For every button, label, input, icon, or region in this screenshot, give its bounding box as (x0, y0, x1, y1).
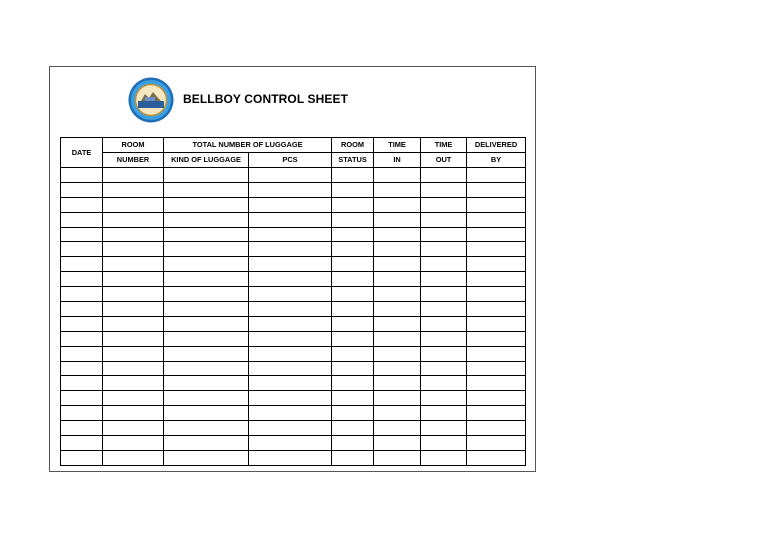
table-cell[interactable] (467, 376, 526, 391)
table-cell[interactable] (332, 331, 374, 346)
table-cell[interactable] (421, 272, 467, 287)
table-cell[interactable] (164, 450, 249, 465)
table-row (61, 406, 526, 421)
header-room-top: ROOM (103, 138, 164, 153)
table-cell[interactable] (421, 168, 467, 183)
table-cell[interactable] (332, 361, 374, 376)
table-cell[interactable] (467, 168, 526, 183)
table-cell[interactable] (374, 302, 421, 317)
table-row (61, 168, 526, 183)
table-cell[interactable] (467, 346, 526, 361)
table-row (61, 182, 526, 197)
table-cell[interactable] (164, 227, 249, 242)
table-cell[interactable] (374, 376, 421, 391)
table-cell[interactable] (467, 391, 526, 406)
table-cell[interactable] (374, 406, 421, 421)
table-cell[interactable] (332, 257, 374, 272)
table-cell[interactable] (467, 450, 526, 465)
header-delivered-top: DELIVERED (467, 138, 526, 153)
header-time-in-bottom: IN (374, 153, 421, 168)
table-row (61, 391, 526, 406)
table-cell[interactable] (249, 346, 332, 361)
table-cell[interactable] (164, 436, 249, 451)
table-cell[interactable] (374, 421, 421, 436)
table-cell[interactable] (374, 391, 421, 406)
table-cell[interactable] (103, 287, 164, 302)
table-cell[interactable] (421, 316, 467, 331)
table-cell[interactable] (164, 287, 249, 302)
table-cell[interactable] (61, 346, 103, 361)
table-cell[interactable] (421, 421, 467, 436)
table-cell[interactable] (103, 331, 164, 346)
table-cell[interactable] (374, 168, 421, 183)
table-cell[interactable] (421, 450, 467, 465)
table-cell[interactable] (467, 227, 526, 242)
table-cell[interactable] (164, 168, 249, 183)
table-cell[interactable] (332, 346, 374, 361)
table-cell[interactable] (467, 242, 526, 257)
table-cell[interactable] (249, 331, 332, 346)
table-row (61, 227, 526, 242)
header-room-bottom: NUMBER (103, 153, 164, 168)
table-row (61, 302, 526, 317)
table-cell[interactable] (467, 331, 526, 346)
table-cell[interactable] (374, 287, 421, 302)
table-cell[interactable] (332, 421, 374, 436)
table-cell[interactable] (164, 242, 249, 257)
header-luggage-group: TOTAL NUMBER OF LUGGAGE (164, 138, 332, 153)
table-cell[interactable] (61, 227, 103, 242)
table-cell[interactable] (61, 436, 103, 451)
table-cell[interactable] (164, 197, 249, 212)
table-cell[interactable] (374, 316, 421, 331)
table-cell[interactable] (332, 391, 374, 406)
table-cell[interactable] (421, 361, 467, 376)
table-cell[interactable] (61, 212, 103, 227)
table-cell[interactable] (467, 302, 526, 317)
table-cell[interactable] (374, 436, 421, 451)
table-row (61, 421, 526, 436)
table-body (61, 168, 526, 466)
table-cell[interactable] (374, 346, 421, 361)
table-cell[interactable] (103, 182, 164, 197)
table-cell[interactable] (103, 376, 164, 391)
table-row (61, 361, 526, 376)
table-cell[interactable] (332, 212, 374, 227)
header-delivered-bottom: BY (467, 153, 526, 168)
table-cell[interactable] (249, 316, 332, 331)
table-cell[interactable] (421, 391, 467, 406)
table-cell[interactable] (249, 168, 332, 183)
table-cell[interactable] (467, 197, 526, 212)
table-cell[interactable] (374, 361, 421, 376)
table-cell[interactable] (421, 436, 467, 451)
table-cell[interactable] (374, 242, 421, 257)
header-status-bottom: STATUS (332, 153, 374, 168)
table-row (61, 331, 526, 346)
table-cell[interactable] (103, 227, 164, 242)
table-cell[interactable] (374, 212, 421, 227)
table-cell[interactable] (467, 272, 526, 287)
table-cell[interactable] (374, 182, 421, 197)
table-cell[interactable] (332, 272, 374, 287)
table-cell[interactable] (164, 421, 249, 436)
table-cell[interactable] (61, 302, 103, 317)
table-cell[interactable] (374, 257, 421, 272)
table-cell[interactable] (61, 242, 103, 257)
table-cell[interactable] (421, 242, 467, 257)
table-cell[interactable] (164, 376, 249, 391)
table-cell[interactable] (421, 182, 467, 197)
table-cell[interactable] (61, 421, 103, 436)
table-cell[interactable] (164, 302, 249, 317)
table-cell[interactable] (61, 450, 103, 465)
table-cell[interactable] (103, 346, 164, 361)
table-cell[interactable] (421, 376, 467, 391)
table-cell[interactable] (103, 406, 164, 421)
table-cell[interactable] (467, 257, 526, 272)
table-cell[interactable] (467, 212, 526, 227)
table-cell[interactable] (421, 287, 467, 302)
table-cell[interactable] (249, 450, 332, 465)
sheet-title: BELLBOY CONTROL SHEET (183, 92, 349, 106)
table-cell[interactable] (103, 436, 164, 451)
table-cell[interactable] (374, 450, 421, 465)
table-cell[interactable] (249, 257, 332, 272)
table-row (61, 197, 526, 212)
table-row (61, 346, 526, 361)
table-cell[interactable] (374, 197, 421, 212)
table-cell[interactable] (332, 436, 374, 451)
table-cell[interactable] (332, 376, 374, 391)
table-cell[interactable] (467, 287, 526, 302)
table-cell[interactable] (61, 331, 103, 346)
table-cell[interactable] (103, 302, 164, 317)
table-cell[interactable] (103, 316, 164, 331)
table-cell[interactable] (103, 197, 164, 212)
table-cell[interactable] (164, 391, 249, 406)
table-cell[interactable] (103, 212, 164, 227)
table-cell[interactable] (332, 182, 374, 197)
table-cell[interactable] (332, 316, 374, 331)
table-cell[interactable] (421, 302, 467, 317)
table-cell[interactable] (421, 346, 467, 361)
table-cell[interactable] (103, 168, 164, 183)
table-cell[interactable] (103, 361, 164, 376)
table-cell[interactable] (249, 361, 332, 376)
table-cell[interactable] (467, 316, 526, 331)
table-cell[interactable] (164, 331, 249, 346)
hotel-seal-logo-icon (128, 77, 174, 123)
table-cell[interactable] (61, 316, 103, 331)
table-cell[interactable] (467, 361, 526, 376)
table-cell[interactable] (61, 182, 103, 197)
table-row (61, 287, 526, 302)
table-cell[interactable] (421, 227, 467, 242)
table-cell[interactable] (332, 197, 374, 212)
table-cell[interactable] (249, 182, 332, 197)
table-cell[interactable] (249, 436, 332, 451)
table-cell[interactable] (61, 361, 103, 376)
table-cell[interactable] (103, 391, 164, 406)
table-cell[interactable] (249, 391, 332, 406)
table-row (61, 242, 526, 257)
table-cell[interactable] (249, 287, 332, 302)
table-cell[interactable] (61, 376, 103, 391)
table-cell[interactable] (374, 331, 421, 346)
table-cell[interactable] (103, 450, 164, 465)
table-cell[interactable] (467, 436, 526, 451)
table-cell[interactable] (332, 406, 374, 421)
table-cell[interactable] (249, 376, 332, 391)
table-cell[interactable] (164, 346, 249, 361)
table-cell[interactable] (249, 406, 332, 421)
table-cell[interactable] (249, 421, 332, 436)
header-time-out-top: TIME (421, 138, 467, 153)
table-cell[interactable] (332, 450, 374, 465)
header-kind-of-luggage: KIND OF LUGGAGE (164, 153, 249, 168)
table-cell[interactable] (332, 227, 374, 242)
table-cell[interactable] (421, 331, 467, 346)
header-time-in-top: TIME (374, 138, 421, 153)
table-cell[interactable] (103, 242, 164, 257)
table-cell[interactable] (61, 406, 103, 421)
table-cell[interactable] (103, 421, 164, 436)
table-cell[interactable] (249, 197, 332, 212)
table-cell[interactable] (61, 287, 103, 302)
table-cell[interactable] (103, 272, 164, 287)
table-cell[interactable] (467, 182, 526, 197)
table-cell[interactable] (61, 391, 103, 406)
table-cell[interactable] (467, 421, 526, 436)
table-cell[interactable] (421, 406, 467, 421)
table-cell[interactable] (164, 316, 249, 331)
table-cell[interactable] (164, 182, 249, 197)
table-cell[interactable] (61, 197, 103, 212)
table-cell[interactable] (164, 361, 249, 376)
header-pcs: PCS (249, 153, 332, 168)
table-cell[interactable] (249, 212, 332, 227)
table-cell[interactable] (249, 227, 332, 242)
table-row (61, 212, 526, 227)
table-cell[interactable] (164, 212, 249, 227)
table-cell[interactable] (374, 272, 421, 287)
table-cell[interactable] (421, 197, 467, 212)
table-row (61, 316, 526, 331)
table-cell[interactable] (61, 168, 103, 183)
header-status-top: ROOM (332, 138, 374, 153)
table-cell[interactable] (164, 406, 249, 421)
header-time-out-bottom: OUT (421, 153, 467, 168)
table-row (61, 436, 526, 451)
bellboy-control-table (60, 137, 526, 466)
table-cell[interactable] (249, 302, 332, 317)
table-cell[interactable] (164, 257, 249, 272)
table-cell[interactable] (249, 272, 332, 287)
table-cell[interactable] (421, 212, 467, 227)
table-cell[interactable] (61, 272, 103, 287)
table-cell[interactable] (332, 168, 374, 183)
table-row (61, 272, 526, 287)
table-row (61, 450, 526, 465)
table-row (61, 376, 526, 391)
header-date: DATE (61, 138, 103, 168)
table-cell[interactable] (467, 406, 526, 421)
table-cell[interactable] (374, 227, 421, 242)
table-cell[interactable] (61, 257, 103, 272)
table-cell[interactable] (249, 242, 332, 257)
table-cell[interactable] (103, 257, 164, 272)
table-cell[interactable] (332, 302, 374, 317)
table-cell[interactable] (421, 257, 467, 272)
table-row (61, 257, 526, 272)
table-cell[interactable] (332, 287, 374, 302)
table-cell[interactable] (332, 242, 374, 257)
table-cell[interactable] (164, 272, 249, 287)
